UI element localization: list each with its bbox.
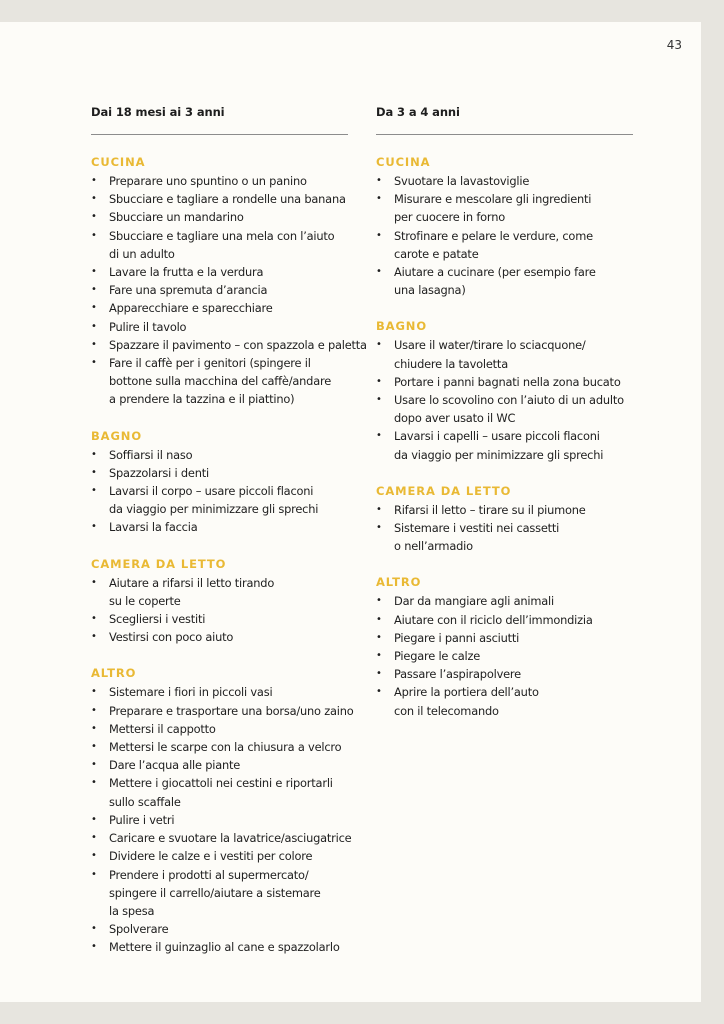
task-list xyxy=(376,592,634,719)
list-item-line: Portare i panni bagnati nella zona bucato xyxy=(394,374,621,389)
list-item xyxy=(91,172,356,190)
list-item xyxy=(91,190,356,208)
list-item-line: Lavare la frutta e la verdura xyxy=(109,265,264,280)
column-title: Dai 18 mesi ai 3 anni xyxy=(91,105,225,119)
list-item xyxy=(376,501,634,519)
section-bagno xyxy=(91,428,356,537)
list-item-line: con il telecomando xyxy=(394,703,499,718)
list-item xyxy=(376,629,634,647)
task-list xyxy=(91,574,356,647)
list-item xyxy=(91,847,356,865)
list-item-line: sullo scaffale xyxy=(109,794,181,809)
list-item-line: Aiutare a cucinare (per esempio fare xyxy=(394,265,596,280)
list-item xyxy=(376,227,634,263)
list-item-line: spingere il carrello/aiutare a sistemare xyxy=(109,885,321,900)
list-item xyxy=(376,391,634,427)
task-list xyxy=(376,336,634,463)
list-item xyxy=(376,336,634,372)
list-item-line: Sbucciare e tagliare a rondelle una banana xyxy=(109,192,346,207)
list-item xyxy=(91,774,356,810)
list-item-line: una lasagna) xyxy=(394,283,466,298)
list-item-line: Aiutare a rifarsi il letto tirando xyxy=(109,575,275,590)
list-item xyxy=(376,263,634,299)
page-number: 43 xyxy=(666,38,682,52)
list-item-line: Sistemare i fiori in piccoli vasi xyxy=(109,685,273,700)
list-item xyxy=(91,299,356,317)
list-item-line: Sbucciare un mandarino xyxy=(109,210,244,225)
list-item xyxy=(91,756,356,774)
list-item-line: la spesa xyxy=(109,903,155,918)
book-page xyxy=(0,22,701,1002)
list-item-line: Apparecchiare e sparecchiare xyxy=(109,301,273,316)
section-altro xyxy=(91,665,356,956)
list-item xyxy=(91,738,356,756)
section-camera-da-letto xyxy=(91,556,356,647)
list-item xyxy=(91,518,356,536)
list-item xyxy=(376,611,634,629)
list-item-line: Soffiarsi il naso xyxy=(109,447,193,462)
list-item-line: Svuotare la lavastoviglie xyxy=(394,174,530,188)
list-item-line: Fare il caffè per i genitori (spingere il xyxy=(109,356,311,371)
list-item-line: o nell’armadio xyxy=(394,539,473,554)
list-item xyxy=(91,482,356,518)
list-item-line: Dare l’acqua alle piante xyxy=(109,758,241,773)
list-item xyxy=(376,172,634,190)
list-item-line: bottone sulla macchina del caffè/andare xyxy=(109,374,332,389)
list-item xyxy=(91,464,356,482)
list-item-line: Spolverare xyxy=(109,922,169,937)
list-item xyxy=(376,592,634,610)
list-item xyxy=(91,574,356,610)
column-divider xyxy=(376,134,633,135)
list-item-line: Dar da mangiare agli animali xyxy=(394,594,554,609)
task-list xyxy=(91,683,356,956)
list-item xyxy=(91,336,367,354)
list-item-line: a prendere la tazzina e il piattino) xyxy=(109,392,295,407)
list-item-line: Lavarsi la faccia xyxy=(109,520,198,535)
list-item-line: dopo aver usato il WC xyxy=(394,411,516,426)
list-item-line: Aiutare con il riciclo dell’immondizia xyxy=(394,612,593,627)
list-item xyxy=(91,281,356,299)
section-cucina xyxy=(376,154,634,299)
list-item-line: Prendere i prodotti al supermercato/ xyxy=(109,867,309,882)
section-heading: BAGNO xyxy=(91,428,143,443)
list-item-line: Aprire la portiera dell’auto xyxy=(394,685,539,700)
list-item xyxy=(376,427,634,463)
list-item-line: Vestirsi con poco aiuto xyxy=(109,630,234,645)
list-item-line: Sistemare i vestiti nei cassetti xyxy=(394,521,560,536)
list-item-line: Sbucciare e tagliare una mela con l’aiuto xyxy=(109,228,335,243)
list-item xyxy=(376,519,634,555)
list-item-line: carote e patate xyxy=(394,246,479,261)
column-3-to-4-years xyxy=(376,104,634,739)
list-item-line: di un adulto xyxy=(109,246,175,261)
list-item-line: Usare il water/tirare lo sciacquone/ xyxy=(394,338,586,353)
list-item-line: Mettere il guinzaglio al cane e spazzolarlo xyxy=(109,940,340,955)
list-item xyxy=(91,866,356,921)
list-item xyxy=(91,683,356,701)
task-list xyxy=(376,172,634,299)
section-heading: CAMERA DA LETTO xyxy=(91,556,227,571)
list-item-line: Usare lo scovolino con l’aiuto di un adulto xyxy=(394,393,624,408)
list-item xyxy=(91,208,356,226)
list-item xyxy=(91,318,356,336)
section-cucina xyxy=(91,154,367,409)
task-list xyxy=(91,172,367,409)
column-title: Da 3 a 4 anni xyxy=(376,105,460,119)
list-item-line: Mettersi il cappotto xyxy=(109,721,216,736)
list-item-line: Pulire i vetri xyxy=(109,812,175,827)
section-heading: ALTRO xyxy=(376,575,422,590)
section-camera-da-letto xyxy=(376,483,634,556)
list-item xyxy=(91,263,356,281)
list-item xyxy=(91,628,356,646)
section-heading: CAMERA DA LETTO xyxy=(376,483,512,498)
list-item xyxy=(91,446,356,464)
section-heading: CUCINA xyxy=(91,155,146,169)
list-item-line: Spazzare il pavimento – con spazzola e paletta xyxy=(109,337,367,352)
list-item-line: Preparare uno spuntino o un panino xyxy=(109,174,307,188)
list-item-line: Caricare e svuotare la lavatrice/asciugatrice xyxy=(109,831,352,846)
list-item xyxy=(91,829,356,847)
list-item xyxy=(91,920,356,938)
list-item-line: Rifarsi il letto – tirare su il piumone xyxy=(394,502,586,517)
column-divider xyxy=(91,134,348,135)
task-list xyxy=(91,446,356,537)
list-item-line: Dividere le calze e i vestiti per colore xyxy=(109,849,313,864)
list-item-line: Preparare e trasportare una borsa/uno zaino xyxy=(109,703,354,718)
list-item-line: Spazzolarsi i denti xyxy=(109,465,209,480)
list-item-line: Strofinare e pelare le verdure, come xyxy=(394,228,593,243)
column-18-months-to-3-years xyxy=(91,104,367,976)
list-item-line: su le coperte xyxy=(109,593,181,608)
section-heading: ALTRO xyxy=(91,666,137,681)
list-item-line: Passare l’aspirapolvere xyxy=(394,667,521,682)
list-item xyxy=(91,702,356,720)
task-list xyxy=(376,501,634,556)
list-item xyxy=(91,227,356,263)
list-item xyxy=(91,354,356,409)
list-item xyxy=(91,811,356,829)
list-item xyxy=(376,190,634,226)
list-item-line: Pulire il tavolo xyxy=(109,319,187,334)
list-item-line: Mettersi le scarpe con la chiusura a velcro xyxy=(109,740,342,755)
list-item-line: Lavarsi il corpo – usare piccoli flaconi xyxy=(109,484,314,499)
list-item-line: Scegliersi i vestiti xyxy=(109,612,206,627)
list-item-line: Lavarsi i capelli – usare piccoli flaconi xyxy=(394,429,600,444)
list-item-line: Piegare le calze xyxy=(394,649,481,664)
list-item xyxy=(376,373,634,391)
list-item-line: chiudere la tavoletta xyxy=(394,356,508,371)
list-item xyxy=(376,683,634,719)
list-item xyxy=(376,665,634,683)
list-item-line: Misurare e mescolare gli ingredienti xyxy=(394,192,592,207)
section-heading: CUCINA xyxy=(376,155,431,169)
section-heading: BAGNO xyxy=(376,319,428,334)
section-altro xyxy=(376,574,634,719)
list-item xyxy=(91,720,356,738)
list-item-line: da viaggio per minimizzare gli sprechi xyxy=(394,447,604,462)
section-bagno xyxy=(376,318,634,463)
list-item xyxy=(91,938,356,956)
list-item-line: da viaggio per minimizzare gli sprechi xyxy=(109,502,319,517)
list-item-line: Mettere i giocattoli nei cestini e riportarli xyxy=(109,776,333,791)
list-item xyxy=(376,647,634,665)
list-item-line: Fare una spremuta d’arancia xyxy=(109,283,268,298)
list-item-line: Piegare i panni asciutti xyxy=(394,630,520,645)
list-item xyxy=(91,610,356,628)
list-item-line: per cuocere in forno xyxy=(394,210,505,225)
